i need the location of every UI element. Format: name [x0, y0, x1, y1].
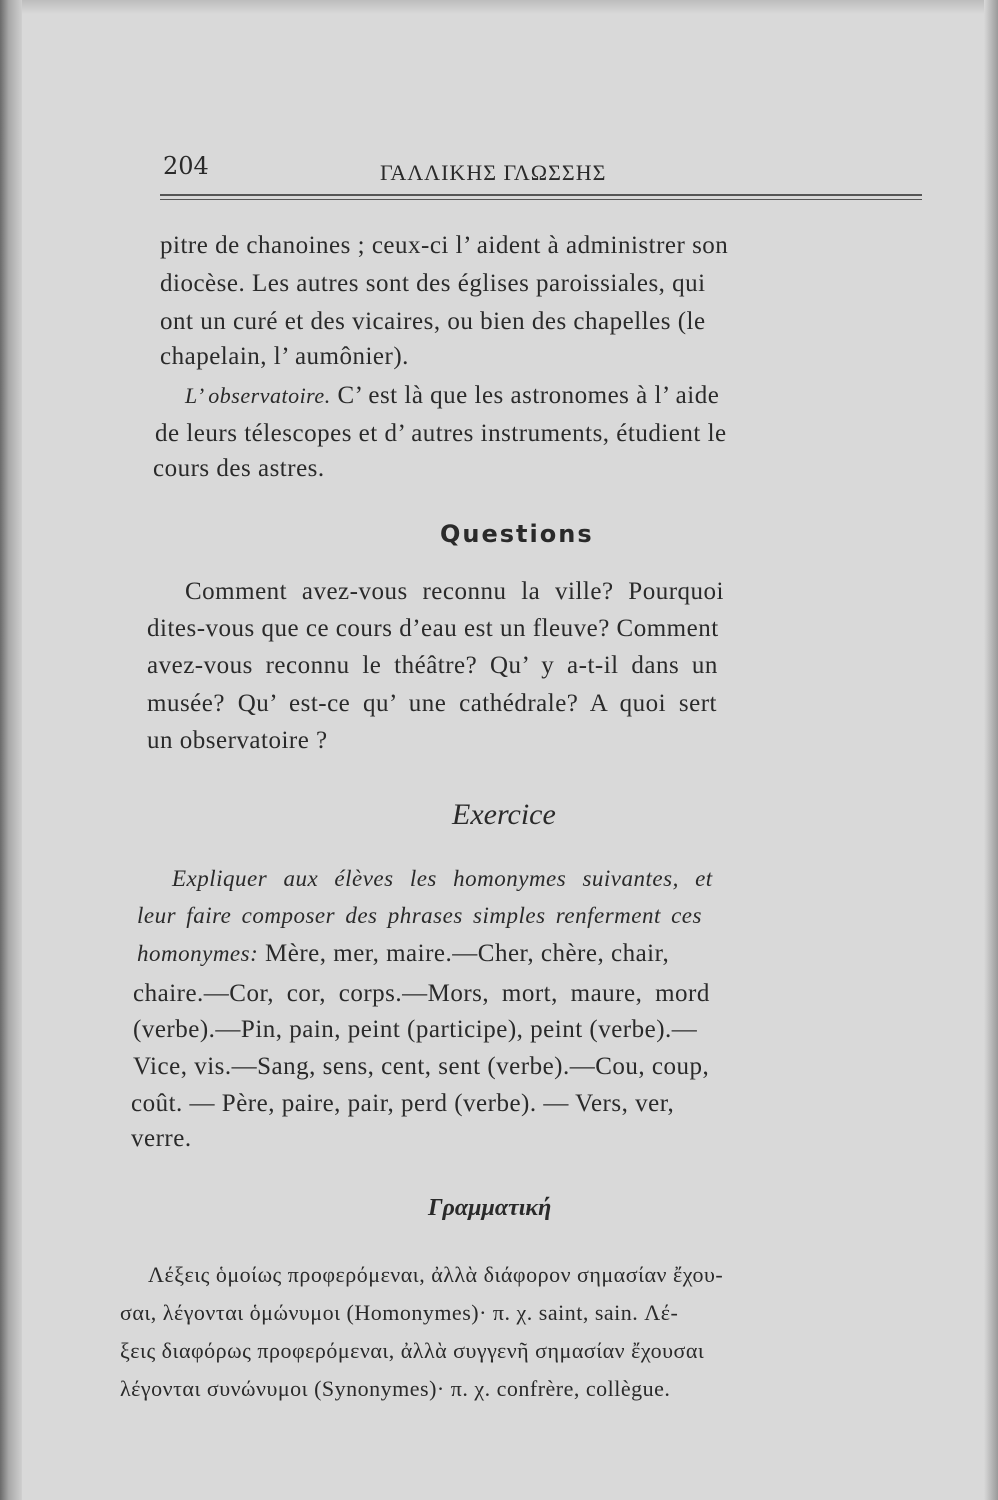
text-line: chaire.—Cor, cor, corps.—Mors, mort, maure, mord [133, 980, 710, 1007]
text-line: coût. — Père, paire, pair, perd (verbe). — Vers, ver, [131, 1090, 675, 1117]
text-line: chapelain, l’ aumônier). [160, 343, 409, 370]
text-line: diocèse. Les autres sont des églises paroissiales, qui [160, 270, 706, 297]
text-span: homonymes: [137, 941, 259, 966]
text-line: dites-vous que ce cours d’eau est un fleuve? Comment [147, 615, 719, 642]
text-line [185, 382, 719, 410]
text-line: σαι, λέγονται ὁμώνυμοι (Homonymes)· π. χ. saint, sain. Λέ- [120, 1300, 679, 1325]
header-rule [160, 194, 922, 196]
grammar-heading: Γραμματική [428, 1195, 552, 1221]
text-line: Λέξεις ὁμοίως προφερόμεναι, ἀλλὰ διάφορον σημασίαν ἔχου- [148, 1262, 724, 1287]
page-right-edge [984, 0, 998, 1500]
text-line: verre. [131, 1125, 192, 1152]
term-observatoire: L’ observatoire. [185, 383, 331, 408]
text-line: Expliquer aux élèves les homonymes suivantes, et [172, 866, 713, 891]
text-line: cours des astres. [153, 455, 325, 482]
page-number: 204 [163, 152, 209, 180]
running-title: ΓΑΛΛΙΚΗΣ ΓΛΩΣΣΗΣ [380, 160, 607, 185]
text-line: pitre de chanoines ; ceux-ci l’ aident à administrer son [160, 232, 729, 259]
text-line: musée? Qu’ est-ce qu’ une cathédrale? A quoi sert [147, 690, 717, 717]
text-line: ξεις διαφόρως προφερόμεναι, ἀλλὰ συγγενῆ σημασίαν ἔχουσαι [120, 1338, 705, 1363]
text-line: Vice, vis.—Sang, sens, cent, sent (verbe).—Cou, coup, [133, 1053, 710, 1080]
book-binding [0, 0, 22, 1500]
text-line: ont un curé et des vicaires, ou bien des chapelles (le [160, 308, 706, 335]
text-line: leur faire composer des phrases simples renferment ces [137, 903, 702, 928]
text-line: avez-vous reconnu le théâtre? Qu’ y a-t-il dans un [147, 652, 718, 679]
text-line: de leurs télescopes et d’ autres instruments, étudient le [155, 420, 727, 447]
text-line: Comment avez-vous reconnu la ville? Pourquoi [185, 578, 724, 605]
text-span: C’ est là que les astronomes à l’ aide [330, 382, 720, 409]
header-rule-thin [160, 199, 922, 200]
questions-heading: Questions [440, 520, 594, 548]
text-line: (verbe).—Pin, pain, peint (participe), peint (verbe).— [133, 1016, 698, 1043]
page-top-edge [0, 0, 998, 14]
text-line: un observatoire ? [147, 727, 328, 754]
exercice-heading: Exercice [452, 798, 556, 831]
text-span: Mère, mer, maire.—Cher, chère, chair, [258, 940, 670, 967]
text-line: λέγονται συνώνυμοι (Synonymes)· π. χ. confrère, collègue. [120, 1376, 671, 1401]
text-line [137, 940, 669, 968]
